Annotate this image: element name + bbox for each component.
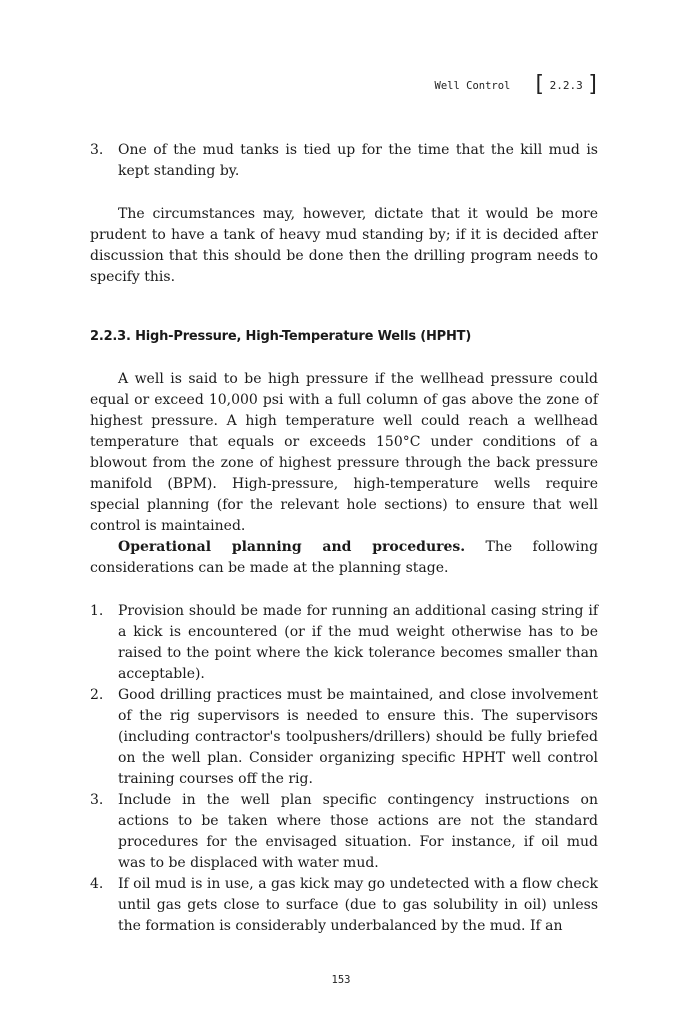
run-in-heading: Operational planning and procedures. [118, 539, 466, 555]
list-item-text: Good drilling practices must be maintained, and close involvement of the rig supervisors is needed to ensure this. The supervisors (including contractor's toolpushers/drillers) should be fully briefed on the well plan. Consider organizing specific HPHT well control training courses off the rig. [118, 687, 598, 787]
page-number: 153 [331, 974, 351, 986]
list-item [90, 790, 598, 874]
chapter-title: Well Control [434, 79, 511, 92]
close-bracket-glyph: ] [586, 72, 600, 97]
section-reference [532, 74, 600, 97]
list-item-number: 3. [90, 142, 104, 158]
list-item-number: 2. [90, 687, 104, 703]
list-item [90, 601, 598, 685]
list-item-text: Provision should be made for running an additional casing string if a kick is encountered (or if the mud weight otherwise has to be raised to the point where the kick tolerance becomes smaller than acceptable). [118, 603, 598, 682]
list-item-number: 1. [90, 603, 104, 619]
paragraph [90, 537, 598, 579]
list-item-text: One of the mud tanks is tied up for the time that the kill mud is kept standing by. [118, 142, 598, 179]
section-heading: 2.2.3. High-Pressure, High-Temperature Wells (HPHT) [90, 329, 472, 344]
list-item-text: If oil mud is in use, a gas kick may go undetected with a flow check until gas gets close to surface (due to gas solubility in oil) unless the formation is considerably underbalanced by the mud. If an [118, 876, 598, 934]
list-item [90, 685, 598, 790]
paragraph: The circumstances may, however, dictate that it would be more prudent to have a tank of heavy mud standing by; if it is decided after discussion that this should be done then the drilling program needs to specify this. [90, 206, 598, 285]
section-number: 2.2.3 [549, 79, 583, 92]
open-bracket-glyph: [ [532, 72, 546, 97]
list-item-number: 4. [90, 876, 104, 892]
paragraph-text: The following considerations can be made at the planning stage. [90, 539, 598, 576]
page-body [90, 140, 598, 937]
list-item [90, 874, 598, 937]
list-item [90, 140, 598, 182]
list-item-number: 3. [90, 792, 104, 808]
paragraph: A well is said to be high pressure if the wellhead pressure could equal or exceed 10,000 psi with a full column of gas above the zone of highest pressure. A high temperature well could reach a wellhead temperature that equals or exceeds 150°C under conditions of a blowout from the zone of highest pressure through the back pressure manifold (BPM). High-pressure, high-temperature wells require special planning (for the relevant hole sections) to ensure that well control is maintained. [90, 371, 598, 534]
list-item-text: Include in the well plan specific contingency instructions on actions to be taken where those actions are not the standard procedures for the envisaged situation. For instance, if oil mud was to be displaced with water mud. [118, 792, 598, 871]
running-header [435, 74, 600, 97]
